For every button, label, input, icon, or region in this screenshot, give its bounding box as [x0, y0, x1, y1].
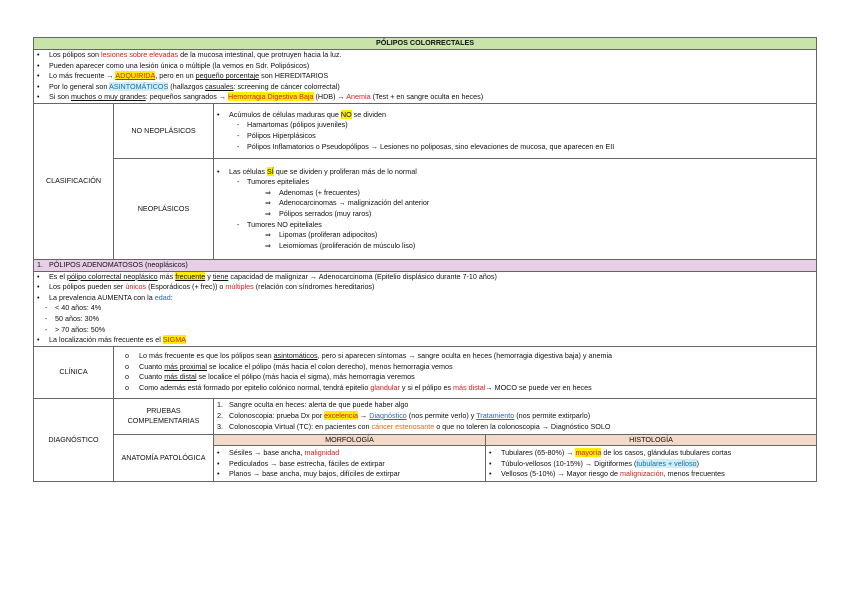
- no-neoplasicos-label: NO NEOPLÁSICOS: [114, 103, 214, 158]
- pruebas-label: PRUEBAS COMPLEMENTARIAS: [114, 398, 214, 434]
- pruebas-content: 1. Sangre oculta en heces: alerta de que puede haber algo 2. Colonoscopia: prueba Dx por excelencia → Diagnóstico (nos permite verlo) y Tratamiento (nos permite extirparlo) 3. Colonoscopia Virtual (TC): en pacientes con cáncer estenosante o que no toleren la colonoscopia → Diagnóstico SOLO: [214, 398, 817, 434]
- no-neoplasicos-content: • Acúmulos de células maduras que NO se dividen - Hamartomas (pólipos juveniles) - Pólipos Hiperplásicos - Pólipos Inflamatorios o Pseudopólipos → Lesiones no poliposas, sino elevaciones de mucosa, que aparecen en EII: [214, 103, 817, 158]
- histologia-content: • Tubulares (65-80%) → mayoría de los casos, glándulas tubulares cortas • Túbulo-vellosos (10-15%) → Digitiformes (tubulares + velloso) • Vellosos (5-10%) → Mayor riesgo de malignización, menos frecuentes: [486, 446, 817, 482]
- morfologia-content: • Sésiles → base ancha, malignidad • Pediculados → base estrecha, fáciles de extirpar • Planos → base ancha, muy bajos, difíciles de extirpar: [214, 446, 486, 482]
- neoplasicos-label: NEOPLÁSICOS: [114, 158, 214, 259]
- document-page: [33, 37, 816, 482]
- anatomia-label: ANATOMÍA PATOLÓGICA: [114, 434, 214, 482]
- adenomatosos-content: • Es el pólipo colorrectal neoplásico más frecuente y tiene capacidad de malignizar → Adenocarcinoma (Epitelio displásico durante 7-10 años) • Los pólipos pueden ser únicos (Esporádicos (+ frec)) o múltiples (relación con síndromes hereditarios) • La prevalencia AUMENTA con la edad: - < 40 años: 4% - 50 años: 30% - > 70 años: 50% • La localización más frecuente es el SIGMA: [34, 271, 817, 346]
- intro-block: [34, 50, 817, 104]
- clasificacion-label: CLASIFICACIÓN: [34, 103, 114, 259]
- intro-bullet: • Si son muchos o muy grandes: pequeños sangrados → Hemorragia Digestiva Baja (HDB) → Anemia (Test + en sangre oculta en heces): [37, 92, 813, 103]
- neoplasicos-content: • Las células SÍ que se dividen y proliferan más de lo normal - Tumores epiteliales ⇒ Adenomas (+ frecuentes) ⇒ Adenocarcinomas → malignización del anterior ⇒ Pólipos serrados (muy raros) - Tumores NO epiteliales ⇒ Lipomas (proliferan adipocitos) ⇒ Leiomiomas (proliferación de músculo liso): [214, 158, 817, 259]
- intro-bullet: • Por lo general son ASINTOMÁTICOS (hallazgos casuales: screening de cáncer colorrectal): [37, 82, 813, 93]
- histologia-heading: HISTOLOGÍA: [486, 434, 817, 446]
- intro-bullet: • Lo más frecuente → ADQUIRIDA, pero en un pequeño porcentaje son HEREDITARIOS: [37, 71, 813, 82]
- intro-bullet: • Los pólipos son lesiones sobre elevadas de la mucosa intestinal, que protruyen hacia la luz.: [37, 50, 813, 61]
- document-title: PÓLIPOS COLORRECTALES: [34, 38, 817, 50]
- clinica-content: o Lo más frecuente es que los pólipos sean asintomáticos, pero si aparecen síntomas → sangre oculta en heces (hemorragia digestiva baja) y anemia o Cuanto más proximal se localice el pólipo (más hacia el colon derecho), menos hemorragia vemos o Cuanto más distal se localice el pólipo (más hacia el sigma), más hemorragia veremos o Como además está formado por epitelio colónico normal, tendrá epitelio glandular y si el pólipo es más distal→ MOCO se puede ver en heces: [114, 346, 817, 398]
- clinica-label: CLÍNICA: [34, 346, 114, 398]
- polipos-table: [33, 37, 817, 482]
- intro-bullet: • Pueden aparecer como una lesión única o múltiple (la vemos en Sdr. Polipósicos): [37, 61, 813, 72]
- morfologia-heading: MORFOLOGÍA: [214, 434, 486, 446]
- adenomatosos-heading: 1. PÓLIPOS ADENOMATOSOS (neoplásicos): [34, 259, 817, 271]
- diagnostico-label: DIAGNÓSTICO: [34, 398, 114, 482]
